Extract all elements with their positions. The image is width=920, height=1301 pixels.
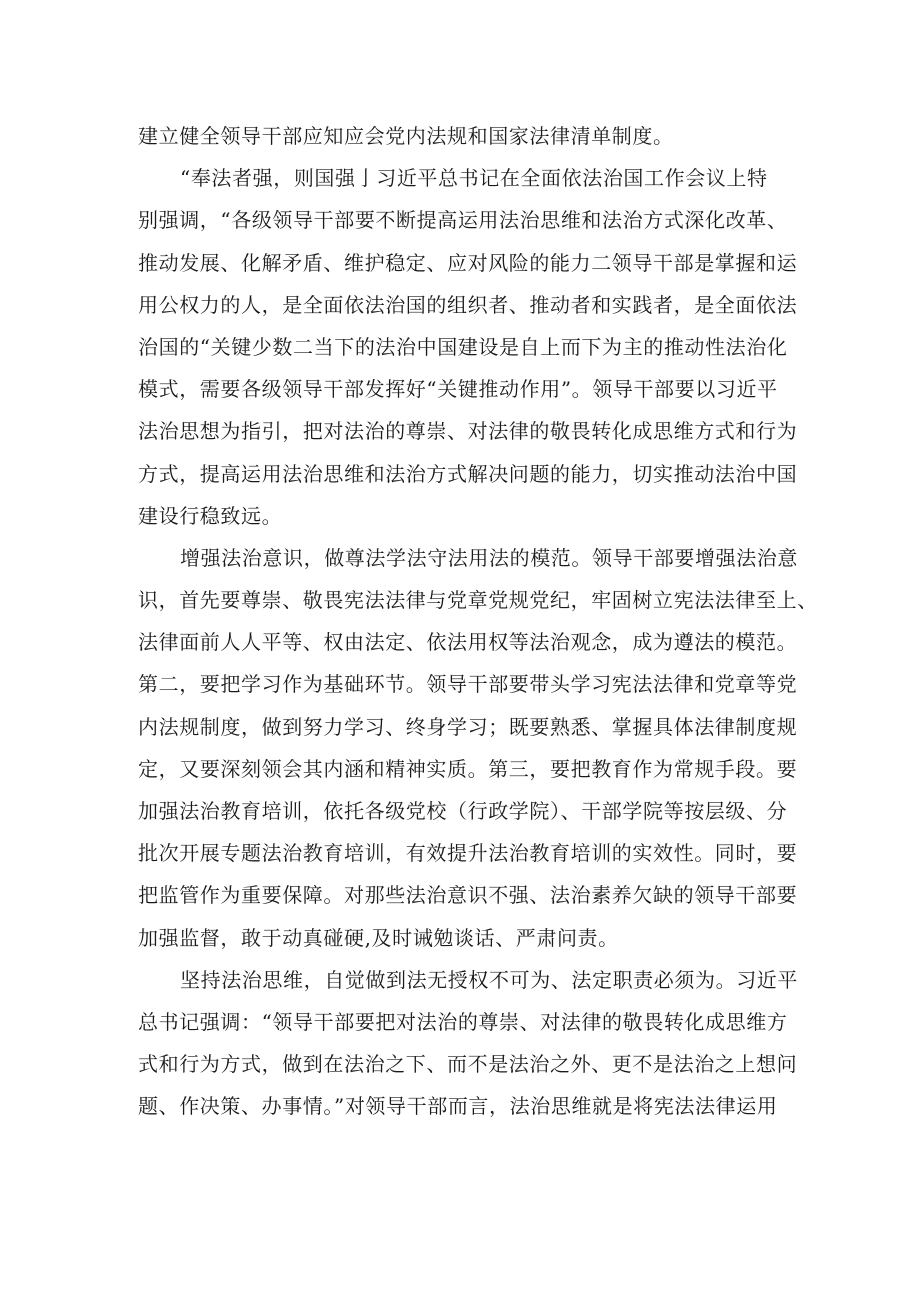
text-line: 题、作决策、办事情。”对领导干部而言，法治思维就是将宪法法律运用 <box>138 1094 778 1119</box>
text-line: 第二，要把学习作为基础环节。领导干部要带头学习宪法法律和党章等党 <box>138 672 798 697</box>
text-line: 法律面前人人平等、权由法定、依法用权等法治观念，成为遵法的模范。 <box>138 630 798 655</box>
text-line: 治国的“关键少数二当下的法治中国建设是自上而下为主的推动性法治化 <box>138 334 788 359</box>
text-line: 定，又要深刻领会其内涵和精神实质。第三，要把教育作为常规手段。要 <box>138 756 798 781</box>
text-line: 内法规制度，做到努力学习、终身学习；既要熟悉、掌握具体法律制度规 <box>138 714 798 739</box>
text-line: 用公权力的人，是全面依法治国的组织者、推动者和实践者，是全面依法 <box>138 292 798 317</box>
text-line: 法治思想为指引，把对法治的尊崇、对法律的敬畏转化成思维方式和行为 <box>138 419 798 444</box>
text-line: 推动发展、化解矛盾、维护稳定、应对风险的能力二领导干部是掌握和运 <box>138 250 798 275</box>
text-line: 式和行为方式，做到在法治之下、而不是法治之外、更不是法治之上想问 <box>138 1052 798 1077</box>
paragraph <box>138 959 798 1128</box>
text-line: 坚持法治思维，自觉做到法无授权不可为、法定职责必须为。习近平 <box>180 967 798 992</box>
text-line: 建设行稳致远。 <box>138 503 283 528</box>
text-line: 识，首先要尊崇、敬畏宪法法律与党章党规党纪，牢固树立宪法法律至上、 <box>138 588 818 613</box>
text-line: 批次开展专题法治教育培训，有效提升法治教育培训的实效性。同时，要 <box>138 841 798 866</box>
text-line: “奉法者强，则国强亅习近平总书记在全面依法治国工作会议上特 <box>180 166 768 191</box>
paragraph <box>138 537 818 959</box>
paragraph <box>138 115 798 157</box>
text-line: 建立健全领导干部应知应会党内法规和国家法律清单制度。 <box>138 124 674 148</box>
text-line: 加强监督，敢于动真碰硬,及时诫勉谈话、严肃问责。 <box>138 925 619 950</box>
text-line: 把监管作为重要保障。对那些法治意识不强、法治素养欠缺的领导干部要 <box>138 883 798 908</box>
document-body <box>138 115 818 1128</box>
text-line: 模式，需要各级领导干部发挥好“关键推动作用”。领导干部要以习近平 <box>138 377 778 402</box>
text-line: 别强调，“各级领导干部要不断提高运用法治思维和法治方式深化改革、 <box>138 208 788 233</box>
paragraph <box>138 157 798 537</box>
text-line: 加强法治教育培训，依托各级党校（行政学院）、干部学院等按层级、分 <box>138 799 788 823</box>
text-line: 方式，提高运用法治思维和法治方式解决问题的能力，切实推动法治中国 <box>138 461 798 486</box>
text-line: 增强法治意识，做尊法学法守法用法的模范。领导干部要增强法治意 <box>180 545 798 570</box>
text-line: 总书记强调：“领导干部要把对法治的尊崇、对法律的敬畏转化成思维方 <box>138 1009 788 1034</box>
